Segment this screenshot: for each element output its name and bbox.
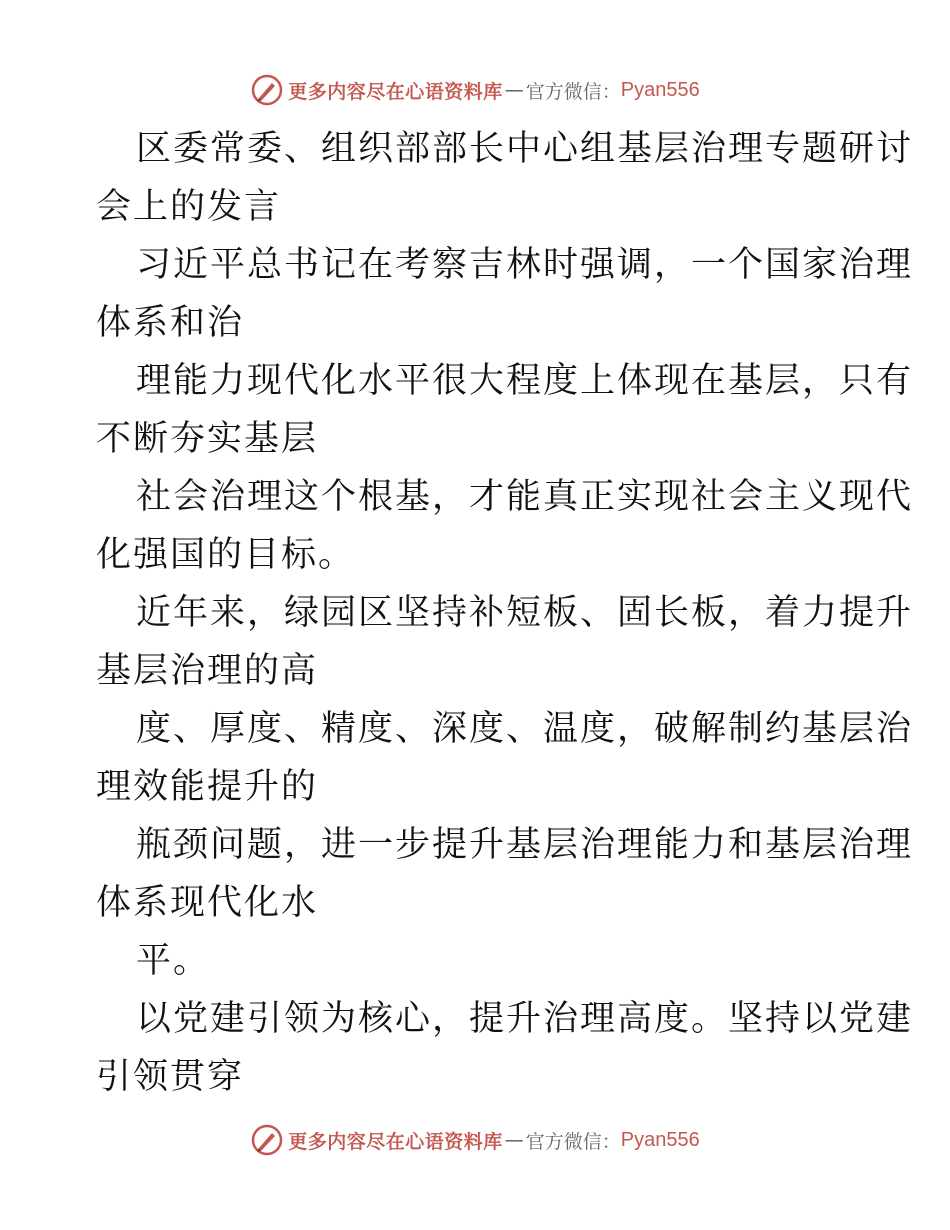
pen-logo-icon — [250, 73, 284, 107]
body-line: 不断夯实基层 — [96, 419, 319, 459]
body-line: 区委常委、组织部部长中心组基层治理专题研讨 — [136, 129, 914, 169]
body-line: 瓶颈问题，进一步提升基层治理能力和基层治理 — [136, 825, 914, 865]
watermark-official: 官方微信： — [525, 1130, 621, 1153]
body-line: 体系和治 — [96, 303, 245, 343]
document-body — [96, 120, 914, 1106]
watermark-official: 官方微信： — [525, 80, 621, 103]
header-watermark — [0, 70, 950, 110]
body-line: 度、厚度、精度、深度、温度，破解制约基层治 — [136, 709, 914, 749]
pen-logo-icon — [250, 1123, 284, 1157]
watermark-id: Pyan556 — [620, 1128, 700, 1151]
watermark-dash: — — [504, 1129, 524, 1151]
body-line: 以党建引领为核心，提升治理高度。坚持以党建 — [136, 999, 914, 1039]
body-line: 理效能提升的 — [96, 767, 319, 807]
body-line: 基层治理的高 — [96, 651, 319, 691]
body-line: 理能力现代化水平很大程度上体现在基层，只有 — [136, 361, 914, 401]
body-line: 体系现代化水 — [96, 883, 319, 923]
body-line: 习近平总书记在考察吉林时强调，一个国家治理 — [136, 245, 914, 285]
footer-watermark — [0, 1120, 950, 1160]
watermark-id: Pyan556 — [620, 78, 700, 101]
body-line: 引领贯穿 — [96, 1057, 245, 1097]
body-line: 平。 — [136, 941, 211, 981]
watermark-text: 更多内容尽在心语资料库 — [288, 80, 503, 103]
watermark-text: 更多内容尽在心语资料库 — [288, 1130, 503, 1153]
body-line: 化强国的目标。 — [96, 535, 356, 575]
body-line: 会上的发言 — [96, 187, 282, 227]
body-line: 社会治理这个根基，才能真正实现社会主义现代 — [136, 477, 914, 517]
watermark-dash: — — [504, 79, 524, 101]
body-line: 近年来，绿园区坚持补短板、固长板，着力提升 — [136, 593, 914, 633]
